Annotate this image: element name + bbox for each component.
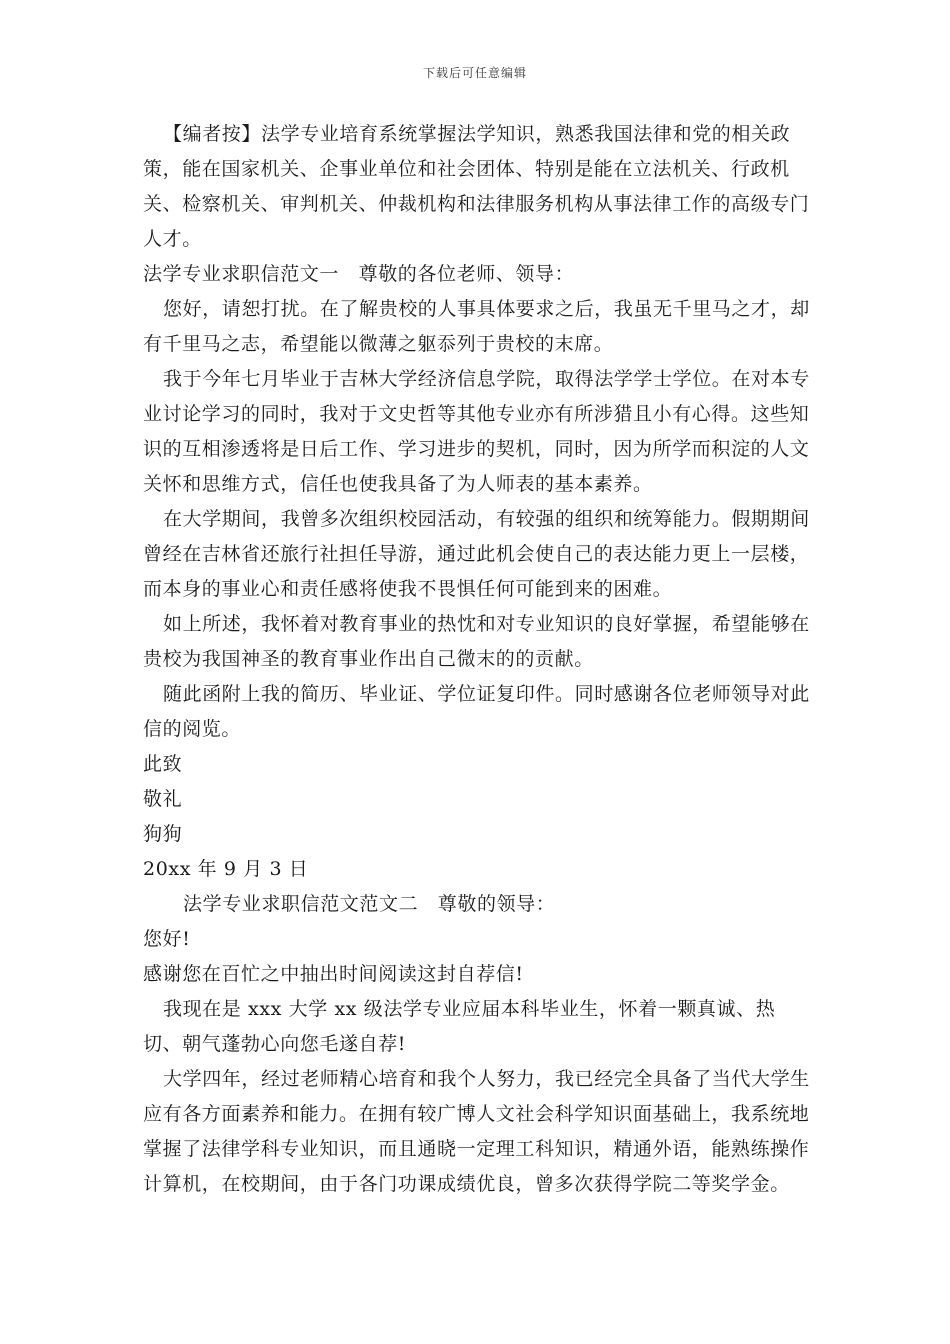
body-paragraph: 随此函附上我的简历、毕业证、学位证复印件。同时感谢各位老师领导对此信的阅览。 bbox=[143, 683, 810, 740]
signature-name: 狗狗 bbox=[143, 823, 183, 845]
signature-date: 20xx 年 9 月 3 日 bbox=[143, 858, 309, 880]
body-paragraph: 我现在是 xxx 大学 xx 级法学专业应届本科毕业生，怀着一颗真诚、热切、朝气蓬勃心向您毛遂自荐! bbox=[143, 998, 776, 1055]
section-heading-1: 法学专业求职信范文一 尊敬的各位老师、领导： bbox=[143, 263, 575, 285]
body-paragraph: 我于今年七月毕业于吉林大学经济信息学院，取得法学学士学位。在对本专业讨论学习的同时，我对于文史哲等其他专业亦有所涉猎且小有心得。这些知识的互相渗透将是日后工作、学习进步的契机，同时，因为所学而积淀的人文关怀和思维方式，信任也使我具备了为人师表的基本素养。 bbox=[143, 368, 810, 495]
closing-salutation: 此致 bbox=[143, 753, 183, 775]
body-paragraph: 您好，请恕打扰。在了解贵校的人事具体要求之后，我虽无千里马之才，却有千里马之志，希望能以微薄之躯忝列于贵校的末席。 bbox=[143, 298, 810, 355]
section-heading-2: 法学专业求职信范文范文二 尊敬的领导： bbox=[183, 893, 556, 915]
closing-regards: 敬礼 bbox=[143, 788, 183, 810]
document-body bbox=[143, 117, 811, 1202]
page-header-note: 下载后可任意编辑 bbox=[422, 66, 527, 80]
body-paragraph: 如上所述，我怀着对教育事业的热忱和对专业知识的良好掌握，希望能够在贵校为我国神圣的教育事业作出自己微末的的贡献。 bbox=[143, 613, 810, 670]
greeting: 您好! bbox=[143, 928, 191, 950]
body-paragraph: 大学四年，经过老师精心培育和我个人努力，我已经完全具备了当代大学生应有各方面素养和能力。在拥有较广博人文社会科学知识面基础上，我系统地掌握了法律学科专业知识，而且通晓一定理工科知识，精通外语，能熟练操作计算机，在校期间，由于各门功课成绩优良，曾多次获得学院二等奖学金。 bbox=[143, 1068, 810, 1195]
body-paragraph: 在大学期间，我曾多次组织校园活动，有较强的组织和统筹能力。假期期间曾经在吉林省还旅行社担任导游，通过此机会使自己的表达能力更上一层楼，而本身的事业心和责任感将使我不畏惧任何可能到来的困难。 bbox=[143, 508, 810, 600]
thanks-line: 感谢您在百忙之中抽出时间阅读这封自荐信! bbox=[143, 963, 524, 985]
editor-note-paragraph: 【编者按】法学专业培育系统掌握法学知识，熟悉我国法律和党的相关政策，能在国家机关、企事业单位和社会团体、特别是能在立法机关、行政机关、检察机关、审判机关、仲裁机构和法律服务机构从事法律工作的高级专门人才。 bbox=[143, 123, 810, 250]
